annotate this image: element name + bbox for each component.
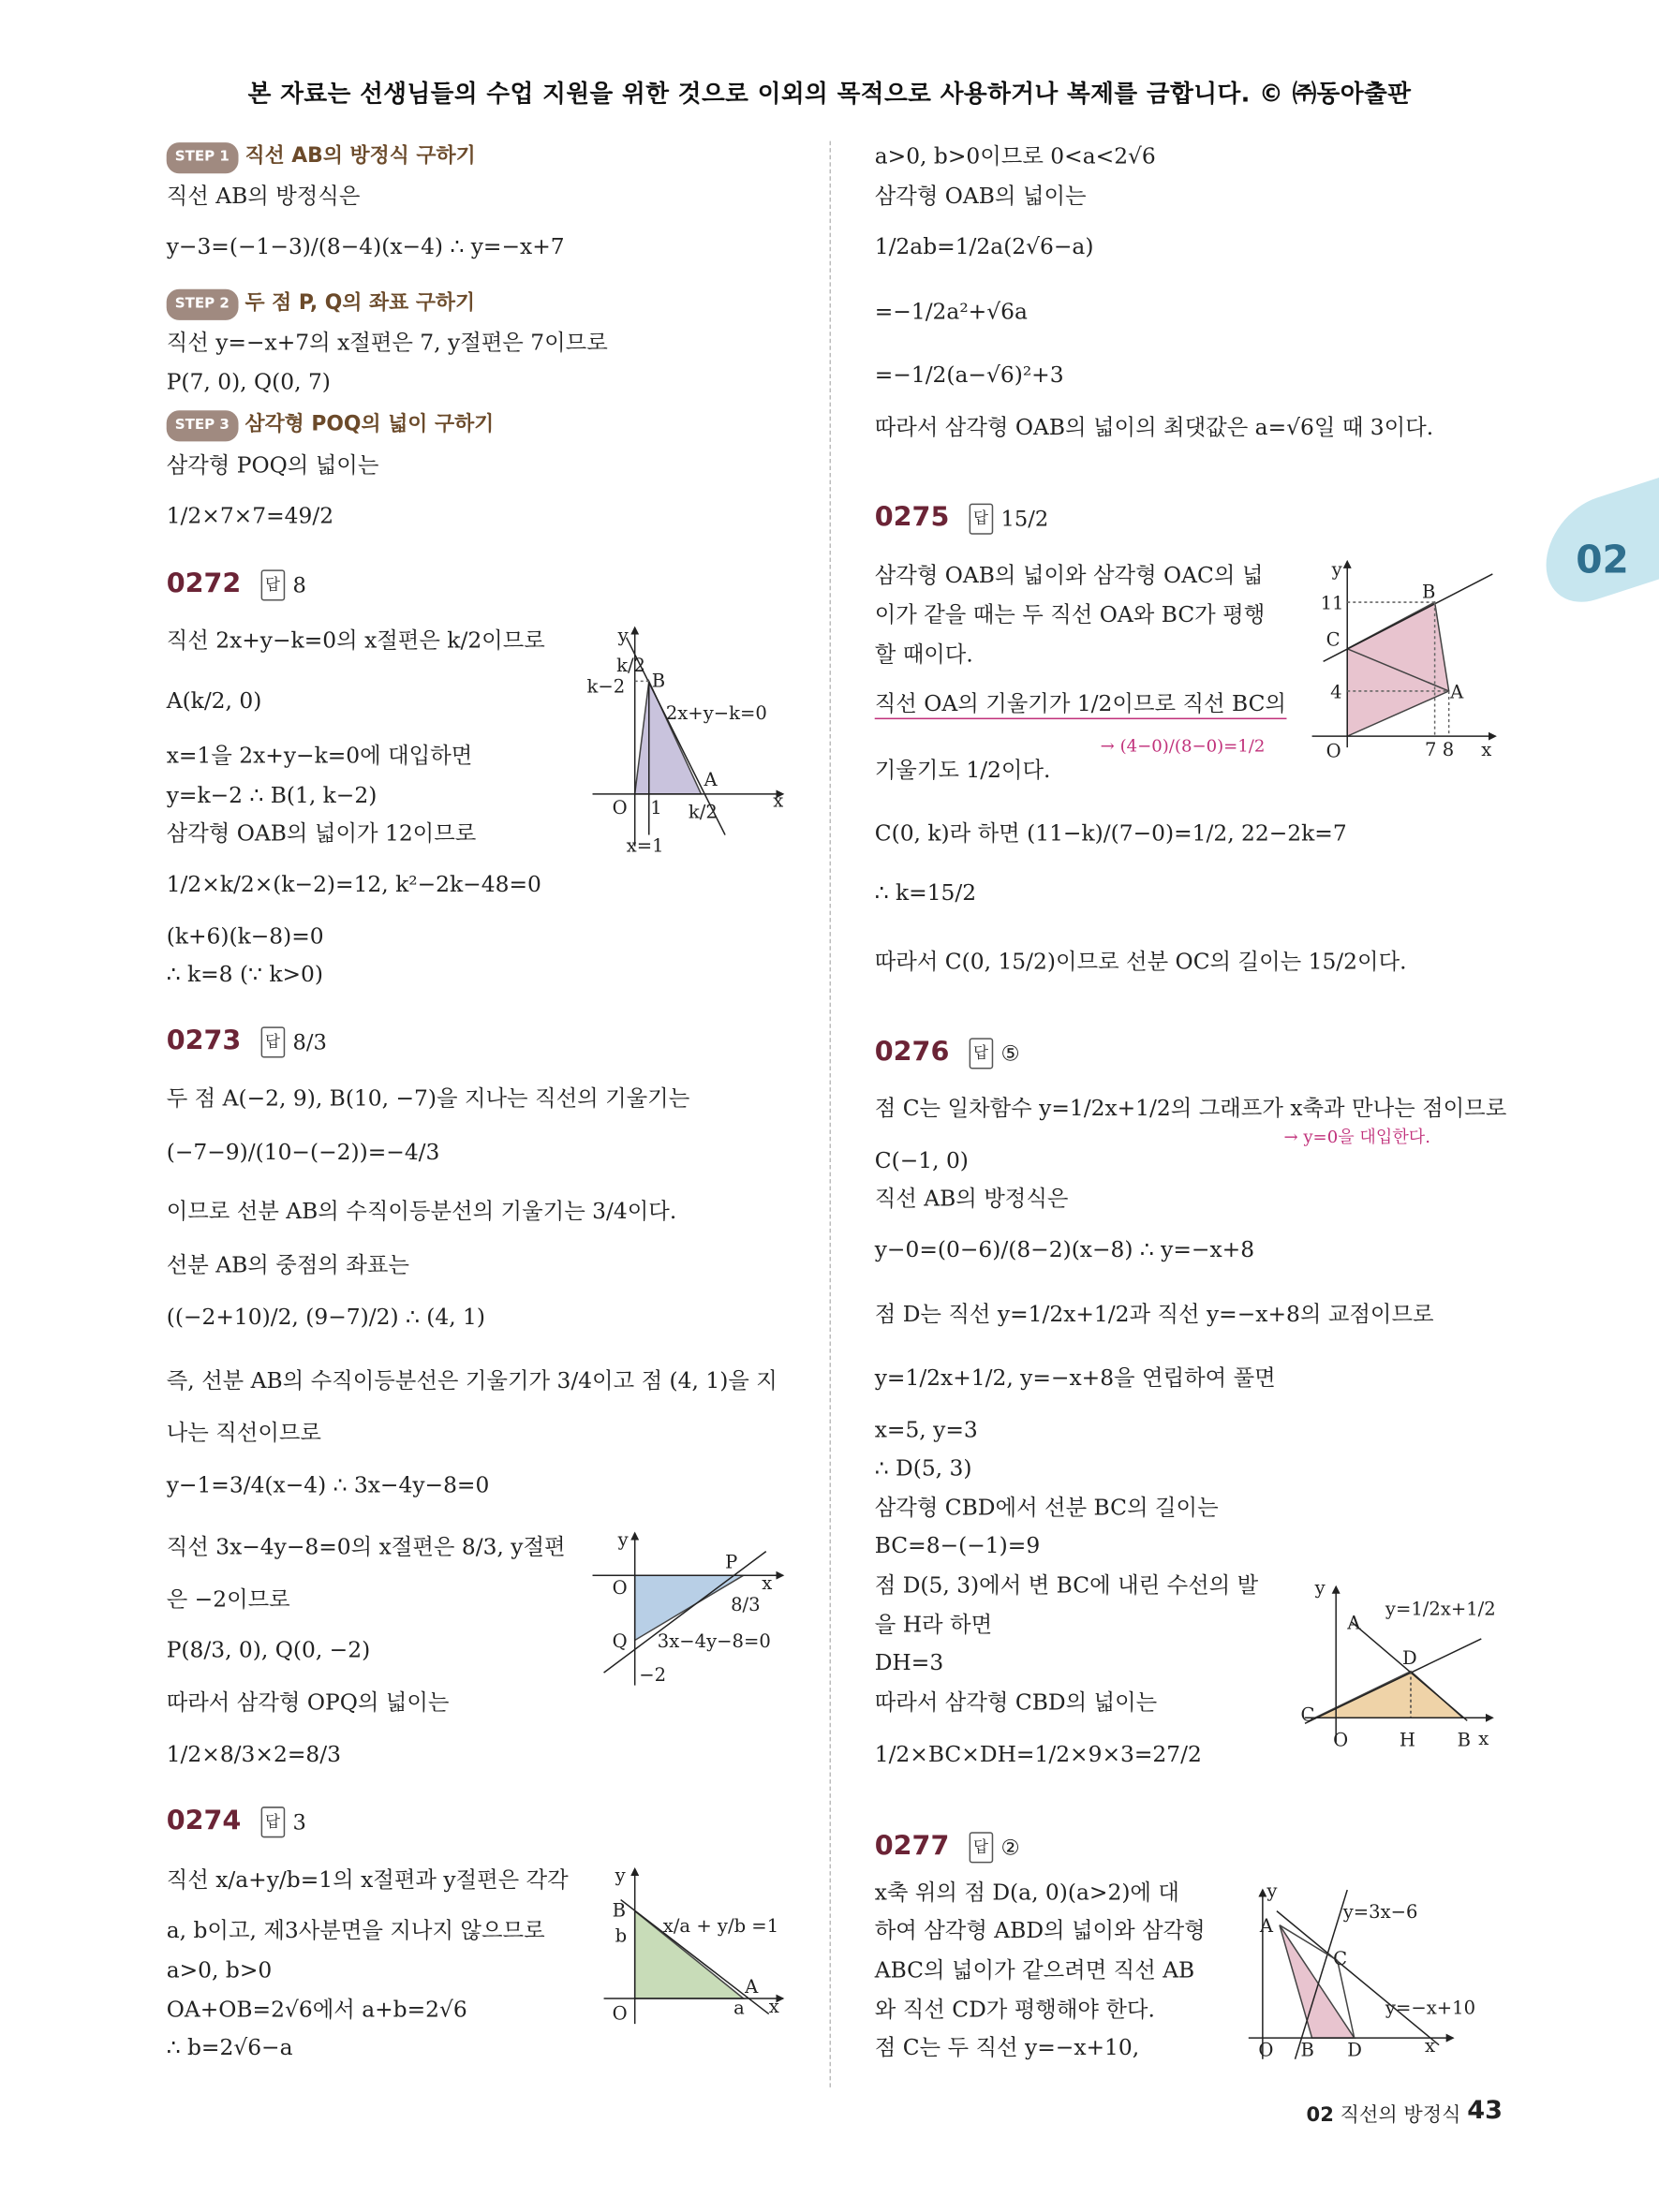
- figure-label: x: [1481, 739, 1492, 761]
- solution-line: 직선 AB의 방정식은: [874, 1186, 1069, 1212]
- figure-label: O: [1333, 1729, 1349, 1751]
- solution-line: y−1=3/4(x−4) ∴ 3x−4y−8=0: [166, 1472, 490, 1498]
- solution-line: 점 C는 두 직선 y=−x+10,: [874, 2035, 1140, 2061]
- figure-label: x=1: [626, 834, 664, 857]
- graph-0276: [1301, 1577, 1496, 1751]
- solution-line: 직선 2x+y−k=0의 x절편은 k/2이므로: [166, 627, 545, 654]
- figure-label: O: [612, 1576, 628, 1599]
- solution-line: ABC의 넓이가 같으려면 직선 AB: [874, 1957, 1195, 1983]
- solution-line: 직선 y=−x+7의 x절편은 7, y절편은 7이므로: [166, 330, 608, 356]
- answer-value: 8/3: [292, 1029, 327, 1055]
- answer-icon: 답: [260, 1806, 284, 1837]
- figure-label: y: [1314, 1576, 1326, 1599]
- solution-line: 을 H라 하면: [874, 1612, 993, 1638]
- answer-icon: 답: [969, 504, 992, 535]
- solution-line: y=k−2 ∴ B(1, k−2): [166, 782, 378, 808]
- figure-label: y: [1331, 558, 1342, 581]
- footer-chapter-title: 직선의 방정식: [1340, 2103, 1461, 2128]
- solution-line: 따라서 삼각형 OPQ의 넓이는: [166, 1689, 450, 1716]
- figure-label: y: [617, 625, 629, 647]
- figure-label: A: [704, 768, 718, 790]
- problem-number: 0275: [874, 502, 950, 534]
- solution-line: OA+OB=2√6에서 a+b=2√6: [166, 1997, 467, 2023]
- answer-value: ②: [1000, 1835, 1020, 1861]
- problem-number: 0272: [166, 568, 242, 600]
- figure-label: k/2: [616, 654, 646, 676]
- figure-label: k−2: [586, 675, 626, 698]
- solution-line: 직선 OA의 기울기가 1/2이므로 직선 BC의: [875, 689, 1286, 719]
- figure-label: A: [1347, 1612, 1361, 1634]
- graph-0275: [1312, 558, 1496, 761]
- answer-value: 3: [292, 1809, 306, 1836]
- solution-line: ((−2+10)/2, (9−7)/2) ∴ (4, 1): [166, 1305, 486, 1331]
- solution-line: 삼각형 POQ의 넓이는: [166, 452, 379, 479]
- figure-label: A: [1450, 681, 1464, 703]
- solution-line: ∴ D(5, 3): [874, 1455, 972, 1482]
- solution-line: ∴ k=15/2: [874, 879, 977, 906]
- solution-line: 1/2×7×7=49/2: [166, 503, 334, 529]
- figure-label: y: [617, 1528, 629, 1551]
- solution-line: 직선 AB의 방정식은: [166, 183, 361, 209]
- answer-icon: 답: [260, 1026, 284, 1057]
- solution-line: C(0, k)라 하면 (11−k)/(7−0)=1/2, 22−2k=7: [874, 820, 1347, 847]
- figure-label: B: [1300, 2039, 1314, 2061]
- figure-label: B: [1457, 1729, 1472, 1751]
- figure-label: 2x+y−k=0: [665, 702, 767, 725]
- solution-line: 이가 같을 때는 두 직선 OA와 BC가 평행: [874, 602, 1266, 628]
- solution-line: 삼각형 OAB의 넓이와 삼각형 OAC의 넓: [874, 562, 1264, 589]
- solution-line: 따라서 삼각형 OAB의 넓이의 최댓값은 a=√6일 때 3이다.: [874, 414, 1434, 440]
- solution-line: DH=3: [874, 1650, 944, 1676]
- figure-label: O: [1326, 740, 1341, 762]
- figure-label: y=−x+10: [1385, 1997, 1476, 2019]
- figure-label: A: [1259, 1915, 1273, 1938]
- solution-line: y−3=(−1−3)/(8−4)(x−4) ∴ y=−x+7: [166, 233, 565, 260]
- triangle-oab: [635, 681, 702, 793]
- solution-line: BC=8−(−1)=9: [874, 1533, 1041, 1559]
- page-number: 43: [1467, 2095, 1503, 2126]
- problem-number: 0273: [166, 1025, 242, 1056]
- solution-line: 점 D(5, 3)에서 변 BC에 내린 수선의 발: [874, 1572, 1259, 1599]
- answer-value: 15/2: [1000, 506, 1049, 532]
- solution-line: 두 점 A(−2, 9), B(10, −7)을 지나는 직선의 기울기는: [166, 1085, 690, 1112]
- solution-line: (−7−9)/(10−(−2))=−4/3: [166, 1139, 440, 1165]
- solution-line: 할 때이다.: [874, 641, 973, 668]
- figure-label: O: [612, 796, 628, 818]
- figure-label: 11: [1320, 592, 1344, 614]
- answer-value: ⑤: [1000, 1040, 1020, 1067]
- annotation: → y=0을 대입한다.: [1283, 1127, 1430, 1147]
- solution-line: P(8/3, 0), Q(0, −2): [166, 1637, 371, 1663]
- solution-line: y=1/2x+1/2, y=−x+8을 연립하여 풀면: [874, 1364, 1276, 1391]
- figure-label: H: [1399, 1729, 1416, 1751]
- solution-line: a, b이고, 제3사분면을 지나지 않으므로: [166, 1918, 545, 1944]
- problem-number: 0276: [874, 1036, 950, 1069]
- solution-line: 직선 x/a+y/b=1의 x절편과 y절편은 각각: [166, 1866, 569, 1894]
- solution-line: 1/2×8/3×2=8/3: [166, 1741, 341, 1768]
- answer-icon: 답: [260, 569, 284, 600]
- solution-line: 1/2ab=1/2a(2√6−a): [874, 233, 1094, 260]
- figure-label: B: [1422, 581, 1436, 603]
- figure-label: P: [725, 1551, 738, 1573]
- solution-line: 이므로 선분 AB의 수직이등분선의 기울기는 3/4이다.: [166, 1199, 677, 1225]
- solution-line: A(k/2, 0): [166, 687, 262, 715]
- figure-label: D: [1401, 1647, 1417, 1670]
- footer-chapter-num: 02: [1306, 2103, 1334, 2128]
- solution-line: 따라서 삼각형 CBD의 넓이는: [874, 1689, 1158, 1716]
- figure-label: −2: [639, 1664, 667, 1687]
- solution-line: 따라서 C(0, 15/2)이므로 선분 OC의 길이는 15/2이다.: [874, 949, 1407, 975]
- figure-label: k/2: [688, 801, 718, 823]
- step-title: 삼각형 POQ의 넓이 구하기: [244, 413, 495, 436]
- figure-label: 4: [1330, 681, 1342, 703]
- solution-line: 직선 3x−4y−8=0의 x절편은 8/3, y절편: [166, 1534, 566, 1560]
- solution-line: x=1을 2x+y−k=0에 대입하면: [166, 743, 473, 769]
- graph-0273: [593, 1529, 783, 1687]
- solution-line: 삼각형 CBD에서 선분 BC의 길이는: [874, 1495, 1219, 1521]
- answer-icon: 답: [969, 1832, 992, 1863]
- figure-label: C: [1333, 1947, 1348, 1969]
- step-title: 두 점 P, Q의 좌표 구하기: [244, 291, 476, 315]
- solution-line: 삼각형 OAB의 넓이가 12이므로: [166, 820, 477, 847]
- figure-label: C: [1326, 628, 1341, 651]
- figure-label: A: [745, 1975, 759, 1998]
- figure-label: Q: [612, 1630, 628, 1653]
- figure-label: y: [615, 1865, 626, 1887]
- annotation: → (4−0)/(8−0)=1/2: [1100, 736, 1266, 757]
- figure-label: x: [1478, 1727, 1489, 1749]
- solution-line: ∴ b=2√6−a: [166, 2035, 293, 2061]
- solution-line: 기울기도 1/2이다.: [874, 757, 1051, 783]
- solution-line: 은 −2이므로: [166, 1586, 290, 1613]
- figure-label: B: [651, 670, 666, 692]
- solution-line: C(−1, 0): [874, 1147, 969, 1173]
- figure-label: a: [733, 1997, 745, 2019]
- solution-line: 1/2×BC×DH=1/2×9×3=27/2: [874, 1741, 1202, 1768]
- figure-label: O: [1258, 2039, 1274, 2061]
- solution-line: 나는 직선이므로: [166, 1420, 321, 1446]
- graph-0274: [604, 1865, 783, 2025]
- graph-0277: [1249, 1880, 1475, 2061]
- figure-label: b: [615, 1924, 628, 1947]
- step-badge: STEP 3: [167, 410, 238, 441]
- solution-line: ∴ k=8 (∵ k>0): [166, 962, 324, 988]
- figure-label: x: [1425, 2035, 1436, 2057]
- solution-line: 점 D는 직선 y=1/2x+1/2과 직선 y=−x+8의 교점이므로: [874, 1302, 1434, 1328]
- figure-label: C: [1300, 1703, 1315, 1726]
- solution-line: =−1/2a²+√6a: [874, 299, 1028, 325]
- footer-chapter: [1307, 2100, 1461, 2128]
- solution-line: y−0=(0−6)/(8−2)(x−8) ∴ y=−x+8: [874, 1236, 1255, 1262]
- figure-label: 8/3: [731, 1593, 761, 1615]
- figure-label: x: [762, 1572, 773, 1595]
- solution-line: 와 직선 CD가 평행해야 한다.: [874, 1997, 1155, 2023]
- solution-line: (k+6)(k−8)=0: [166, 923, 324, 950]
- chapter-tab-label: 02: [1576, 538, 1629, 582]
- figure-label: O: [612, 2002, 628, 2025]
- figure-label: B: [612, 1899, 626, 1922]
- solution-line: x축 위의 점 D(a, 0)(a>2)에 대: [874, 1880, 1179, 1906]
- step-badge: STEP 1: [167, 142, 238, 173]
- figure-label: D: [1347, 2039, 1362, 2061]
- copyright-header: 본 자료는 선생님들의 수업 지원을 위한 것으로 이외의 목적으로 사용하거나 복제를 금합니다. © ㈜동아출판: [247, 80, 1412, 109]
- answer-icon: 답: [969, 1038, 992, 1069]
- solution-line: =−1/2(a−√6)²+3: [874, 362, 1064, 389]
- solution-line: a>0, b>0이므로 0<a<2√6: [874, 143, 1156, 170]
- triangle-abd: [1280, 1925, 1355, 2038]
- figure-label: x: [768, 1996, 779, 2018]
- step-badge: STEP 2: [167, 289, 238, 320]
- solution-line: 점 C는 일차함수 y=1/2x+1/2의 그래프가 x축과 만나는 점이므로: [874, 1096, 1507, 1122]
- answer-value: 8: [292, 572, 306, 598]
- figure-label: y=1/2x+1/2: [1385, 1598, 1496, 1620]
- solution-line: 즉, 선분 AB의 수직이등분선은 기울기가 3/4이고 점 (4, 1)을 지: [166, 1367, 778, 1394]
- figure-label: 7 8: [1425, 739, 1455, 761]
- figure-label: x/a + y/b =1: [662, 1915, 779, 1938]
- figure-label: y: [1266, 1880, 1278, 1902]
- solution-line: P(7, 0), Q(0, 7): [166, 369, 331, 395]
- solution-line: 1/2×k/2×(k−2)=12, k²−2k−48=0: [166, 871, 541, 897]
- solution-line: x=5, y=3: [874, 1417, 978, 1443]
- solution-line: 선분 AB의 중점의 좌표는: [166, 1252, 409, 1278]
- step-title: 직선 AB의 방정식 구하기: [244, 145, 476, 169]
- figure-label: x: [773, 789, 784, 812]
- graph-0272: [586, 625, 783, 856]
- solution-line: 삼각형 OAB의 넓이는: [874, 183, 1087, 209]
- figure-label: 1: [650, 796, 662, 818]
- figure-label: 3x−4y−8=0: [657, 1630, 771, 1653]
- figure-label: y=3x−6: [1342, 1901, 1418, 1924]
- problem-number: 0277: [874, 1830, 950, 1862]
- solution-line: 하여 삼각형 ABD의 넓이와 삼각형: [874, 1918, 1206, 1944]
- solution-line: a>0, b>0: [166, 1957, 273, 1983]
- triangle-cbd: [1315, 1672, 1463, 1718]
- problem-number: 0274: [166, 1805, 242, 1836]
